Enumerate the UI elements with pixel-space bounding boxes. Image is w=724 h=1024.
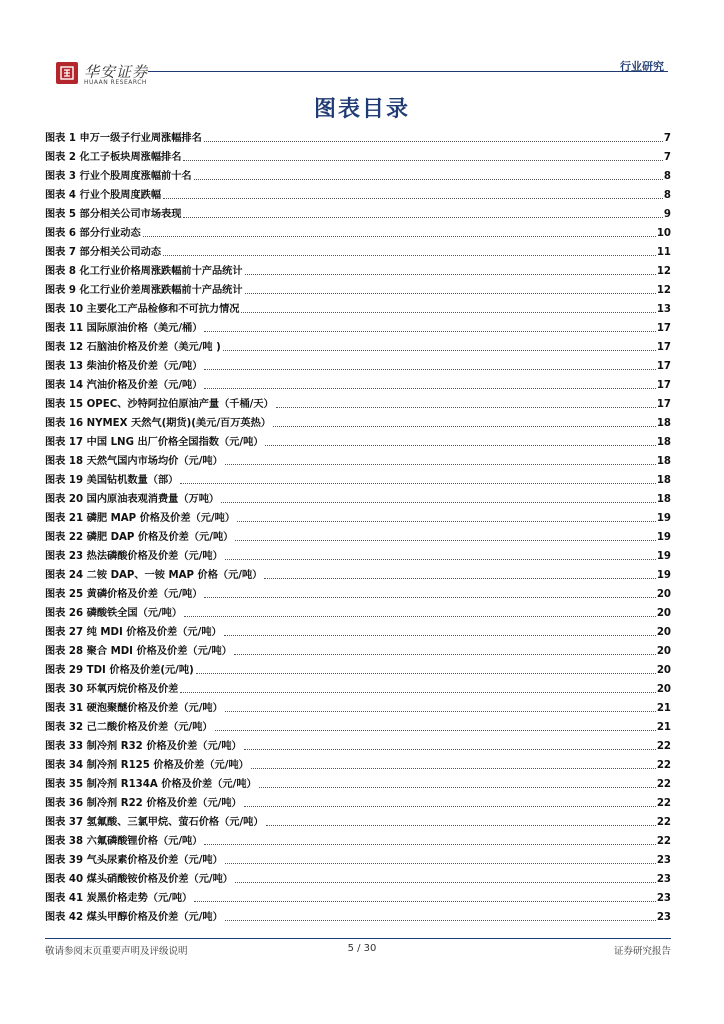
- toc-entry-page: 17: [656, 361, 671, 372]
- toc-entry-label: 图表 4 行业个股周度跌幅: [45, 190, 162, 201]
- toc-entry-page: 17: [656, 380, 671, 391]
- toc-entry[interactable]: [45, 316, 671, 335]
- toc-entry-label: 图表 33 制冷剂 R32 价格及价差（元/吨）: [45, 741, 242, 752]
- toc-entry-page: 22: [656, 836, 671, 847]
- toc-dot-leader: [235, 540, 655, 541]
- toc-dot-leader: [234, 654, 656, 655]
- toc-dot-leader: [235, 882, 656, 883]
- toc-entry[interactable]: [45, 791, 671, 810]
- toc-entry-page: 9: [663, 209, 671, 220]
- toc-entry[interactable]: [45, 278, 671, 297]
- toc-entry[interactable]: [45, 563, 671, 582]
- toc-entry[interactable]: [45, 753, 671, 772]
- toc-entry-label: 图表 13 柴油价格及价差（元/吨）: [45, 361, 203, 372]
- toc-dot-leader: [264, 578, 655, 579]
- toc-entry[interactable]: [45, 639, 671, 658]
- toc-dot-leader: [244, 749, 656, 750]
- toc-dot-leader: [266, 825, 656, 826]
- toc-entry-page: 20: [656, 608, 671, 619]
- toc-entry-page: 20: [656, 646, 671, 657]
- toc-entry-label: 图表 17 中国 LNG 出厂价格全国指数（元/吨）: [45, 437, 264, 448]
- toc-entry-page: 18: [656, 456, 671, 467]
- toc-dot-leader: [204, 331, 655, 332]
- section-label: 行业研究: [620, 60, 664, 73]
- toc-dot-leader: [245, 293, 656, 294]
- toc-entry[interactable]: [45, 848, 671, 867]
- toc-entry[interactable]: [45, 544, 671, 563]
- toc-entry-page: 8: [663, 171, 671, 182]
- toc-entry-label: 图表 41 炭黑价格走势（元/吨）: [45, 893, 193, 904]
- toc-entry[interactable]: [45, 449, 671, 468]
- huaan-logo-icon: [56, 62, 78, 84]
- toc-dot-leader: [224, 635, 656, 636]
- toc-dot-leader: [221, 502, 656, 503]
- toc-entry-page: 23: [656, 912, 671, 923]
- table-of-figures: [45, 126, 671, 924]
- toc-entry-label: 图表 18 天然气国内市场均价（元/吨）: [45, 456, 223, 467]
- toc-dot-leader: [143, 236, 656, 237]
- toc-entry-page: 7: [663, 152, 671, 163]
- toc-entry-label: 图表 39 气头尿素价格及价差（元/吨）: [45, 855, 223, 866]
- toc-dot-leader: [204, 844, 655, 845]
- toc-entry[interactable]: [45, 164, 671, 183]
- toc-entry-label: 图表 29 TDI 价格及价差(元/吨): [45, 665, 194, 676]
- toc-entry[interactable]: [45, 221, 671, 240]
- toc-entry-label: 图表 9 化工行业价差周涨跌幅前十产品统计: [45, 285, 243, 296]
- toc-dot-leader: [225, 711, 656, 712]
- toc-entry-page: 19: [656, 570, 671, 581]
- toc-entry-label: 图表 21 磷肥 MAP 价格及价差（元/吨）: [45, 513, 236, 524]
- toc-entry-page: 23: [656, 855, 671, 866]
- toc-dot-leader: [194, 179, 663, 180]
- toc-dot-leader: [196, 673, 656, 674]
- toc-entry-label: 图表 8 化工行业价格周涨跌幅前十产品统计: [45, 266, 243, 277]
- toc-entry-page: 12: [656, 285, 671, 296]
- toc-entry[interactable]: [45, 525, 671, 544]
- toc-entry-label: 图表 22 磷肥 DAP 价格及价差（元/吨）: [45, 532, 234, 543]
- toc-dot-leader: [241, 312, 655, 313]
- toc-entry-page: 22: [656, 741, 671, 752]
- toc-dot-leader: [259, 787, 656, 788]
- toc-entry-label: 图表 27 纯 MDI 价格及价差（元/吨）: [45, 627, 222, 638]
- toc-entry-page: 22: [656, 760, 671, 771]
- toc-entry[interactable]: [45, 145, 671, 164]
- toc-entry-label: 图表 14 汽油价格及价差（元/吨）: [45, 380, 203, 391]
- toc-entry-label: 图表 30 环氧丙烷价格及价差: [45, 684, 179, 695]
- toc-entry-label: 图表 34 制冷剂 R125 价格及价差（元/吨）: [45, 760, 249, 771]
- toc-entry-page: 18: [656, 475, 671, 486]
- toc-entry[interactable]: [45, 392, 671, 411]
- toc-entry-page: 19: [656, 513, 671, 524]
- toc-dot-leader: [244, 806, 656, 807]
- toc-entry[interactable]: [45, 582, 671, 601]
- toc-entry-page: 23: [656, 893, 671, 904]
- toc-entry[interactable]: [45, 354, 671, 373]
- toc-dot-leader: [225, 863, 656, 864]
- toc-entry-page: 12: [656, 266, 671, 277]
- page-header: [0, 0, 724, 100]
- toc-entry-label: 图表 37 氢氟酸、三氯甲烷、萤石价格（元/吨）: [45, 817, 264, 828]
- toc-entry-page: 17: [656, 399, 671, 410]
- toc-entry-page: 21: [656, 722, 671, 733]
- toc-entry[interactable]: [45, 772, 671, 791]
- toc-entry-label: 图表 31 硬泡聚醚价格及价差（元/吨）: [45, 703, 223, 714]
- toc-dot-leader: [184, 616, 656, 617]
- toc-dot-leader: [273, 426, 656, 427]
- toc-dot-leader: [223, 350, 656, 351]
- toc-entry-page: 8: [663, 190, 671, 201]
- toc-entry-label: 图表 10 主要化工产品检修和不可抗力情况: [45, 304, 240, 315]
- toc-dot-leader: [225, 920, 656, 921]
- toc-dot-leader: [163, 198, 663, 199]
- toc-entry-page: 17: [656, 342, 671, 353]
- footer-doc-type: 证券研究报告: [613, 946, 671, 957]
- toc-entry[interactable]: [45, 373, 671, 392]
- toc-dot-leader: [204, 388, 655, 389]
- toc-entry[interactable]: [45, 506, 671, 525]
- toc-dot-leader: [265, 445, 655, 446]
- toc-entry-label: 图表 42 煤头甲醇价格及价差（元/吨）: [45, 912, 223, 923]
- toc-dot-leader: [163, 255, 656, 256]
- toc-entry-page: 18: [656, 418, 671, 429]
- toc-entry-page: 22: [656, 798, 671, 809]
- toc-entry-page: 22: [656, 779, 671, 790]
- toc-entry[interactable]: [45, 715, 671, 734]
- toc-entry-page: 7: [663, 133, 671, 144]
- toc-entry-page: 22: [656, 817, 671, 828]
- toc-entry-page: 20: [656, 627, 671, 638]
- toc-dot-leader: [215, 730, 656, 731]
- toc-entry-label: 图表 32 己二酸价格及价差（元/吨）: [45, 722, 213, 733]
- toc-entry-label: 图表 12 石脑油价格及价差（美元/吨 ): [45, 342, 221, 353]
- toc-dot-leader: [237, 521, 656, 522]
- toc-entry-page: 20: [656, 589, 671, 600]
- toc-entry-label: 图表 28 聚合 MDI 价格及价差（元/吨）: [45, 646, 232, 657]
- toc-entry[interactable]: [45, 183, 671, 202]
- brand-name-cn: 华安证券: [84, 63, 149, 81]
- toc-entry-label: 图表 24 二铵 DAP、一铵 MAP 价格（元/吨）: [45, 570, 263, 581]
- toc-entry[interactable]: [45, 202, 671, 221]
- toc-entry-label: 图表 23 热法磷酸价格及价差（元/吨）: [45, 551, 223, 562]
- toc-entry[interactable]: [45, 658, 671, 677]
- header-divider: [148, 71, 668, 72]
- toc-entry[interactable]: [45, 601, 671, 620]
- brand-name-en: HUAAN RESEARCH: [84, 79, 147, 86]
- toc-entry[interactable]: [45, 867, 671, 886]
- toc-entry[interactable]: [45, 886, 671, 905]
- toc-dot-leader: [183, 160, 662, 161]
- toc-entry-page: 10: [656, 228, 671, 239]
- toc-entry-label: 图表 26 磷酸铁全国（元/吨）: [45, 608, 183, 619]
- toc-entry-page: 20: [656, 665, 671, 676]
- toc-entry-page: 23: [656, 874, 671, 885]
- toc-entry-label: 图表 5 部分相关公司市场表现: [45, 209, 182, 220]
- toc-dot-leader: [183, 217, 662, 218]
- toc-dot-leader: [245, 274, 656, 275]
- toc-dot-leader: [194, 901, 656, 902]
- toc-entry-label: 图表 40 煤头硝酸铵价格及价差（元/吨）: [45, 874, 233, 885]
- toc-entry-label: 图表 19 美国钻机数量（部）: [45, 475, 179, 486]
- toc-dot-leader: [276, 407, 656, 408]
- page-title: 图表目录: [313, 96, 410, 122]
- toc-entry-page: 13: [656, 304, 671, 315]
- toc-entry[interactable]: [45, 677, 671, 696]
- toc-entry[interactable]: [45, 620, 671, 639]
- toc-entry-label: 图表 1 申万一级子行业周涨幅排名: [45, 133, 202, 144]
- toc-dot-leader: [251, 768, 656, 769]
- toc-entry-label: 图表 36 制冷剂 R22 价格及价差（元/吨）: [45, 798, 242, 809]
- toc-entry[interactable]: [45, 411, 671, 430]
- toc-entry-label: 图表 3 行业个股周度涨幅前十名: [45, 171, 192, 182]
- toc-entry[interactable]: [45, 487, 671, 506]
- toc-entry-label: 图表 6 部分行业动态: [45, 228, 141, 239]
- toc-entry[interactable]: [45, 468, 671, 487]
- toc-dot-leader: [204, 597, 655, 598]
- toc-entry[interactable]: [45, 335, 671, 354]
- page-number: 5 / 30: [347, 943, 377, 954]
- toc-entry-page: 18: [656, 494, 671, 505]
- toc-entry-label: 图表 35 制冷剂 R134A 价格及价差（元/吨）: [45, 779, 257, 790]
- toc-entry-page: 17: [656, 323, 671, 334]
- toc-entry[interactable]: [45, 696, 671, 715]
- toc-dot-leader: [225, 464, 656, 465]
- toc-entry-page: 21: [656, 703, 671, 714]
- toc-entry[interactable]: [45, 810, 671, 829]
- toc-entry-label: 图表 25 黄磷价格及价差（元/吨）: [45, 589, 203, 600]
- toc-entry-page: 19: [656, 532, 671, 543]
- toc-entry-label: 图表 38 六氟磷酸锂价格（元/吨）: [45, 836, 203, 847]
- toc-entry[interactable]: [45, 905, 671, 924]
- toc-entry-label: 图表 11 国际原油价格（美元/桶）: [45, 323, 203, 334]
- toc-entry-label: 图表 15 OPEC、沙特阿拉伯原油产量（千桶/天）: [45, 399, 274, 410]
- toc-entry-page: 11: [656, 247, 671, 258]
- footer-divider: [45, 938, 671, 939]
- toc-entry-label: 图表 2 化工子板块周涨幅排名: [45, 152, 182, 163]
- toc-entry[interactable]: [45, 430, 671, 449]
- toc-entry[interactable]: [45, 126, 671, 145]
- toc-dot-leader: [204, 141, 663, 142]
- toc-dot-leader: [204, 369, 655, 370]
- toc-dot-leader: [180, 692, 655, 693]
- toc-entry[interactable]: [45, 240, 671, 259]
- toc-entry-label: 图表 16 NYMEX 天然气(期货)(美元/百万英热）: [45, 418, 271, 429]
- toc-entry-page: 18: [656, 437, 671, 448]
- toc-entry[interactable]: [45, 297, 671, 316]
- toc-entry-label: 图表 20 国内原油表观消费量（万吨）: [45, 494, 220, 505]
- toc-dot-leader: [225, 559, 656, 560]
- toc-entry[interactable]: [45, 829, 671, 848]
- toc-dot-leader: [180, 483, 655, 484]
- toc-entry-label: 图表 7 部分相关公司动态: [45, 247, 162, 258]
- toc-entry-page: 19: [656, 551, 671, 562]
- toc-entry-page: 20: [656, 684, 671, 695]
- toc-entry[interactable]: [45, 259, 671, 278]
- footer-disclaimer: 敬请参阅末页重要声明及评级说明: [45, 946, 188, 957]
- toc-entry[interactable]: [45, 734, 671, 753]
